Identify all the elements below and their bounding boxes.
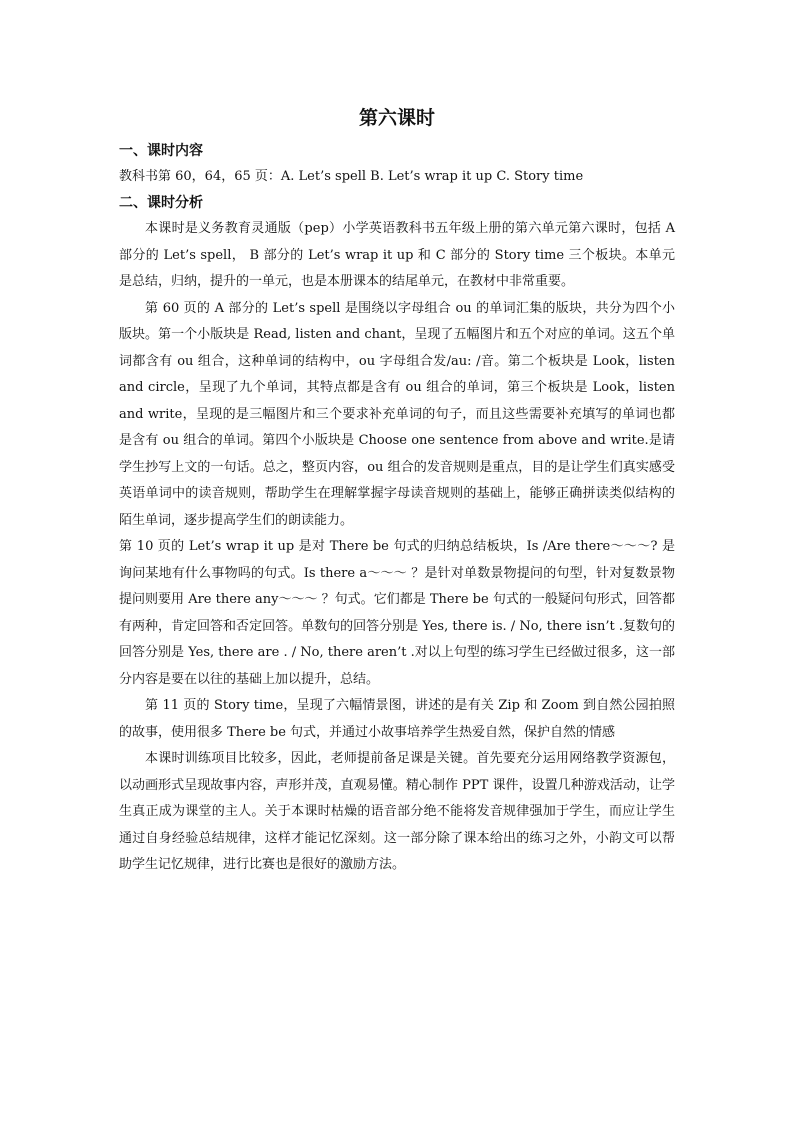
analysis-paragraph-story: 第 11 页的 Story time，呈现了六幅情景图，讲述的是有关 Zip 和 Zoom 到自然公园拍照的故事，使用很多 There be 句式，并通过小故事培养学生热爱自然，保护自然的情感	[119, 698, 675, 740]
analysis-paragraph-spell: 第 60 页的 A 部分的 Let’s spell 是围绕以字母组合 ou 的单词汇集的版块，共分为四个小版块。第一个小版块是 Read, listen and chant，呈现了五幅图片和五个对应的单词。这五个单词都含有 ou 组合，这种单词的结构中，ou 字母组合发/au: /音。第二个板块是 Look，listen and circle，呈现了九个单词，其特点都是含有 ou 组合的单词，第三个板块是 Look，listen and write，呈现的是三幅图片和三个要求补充单词的句子，而且这些需要补充填写的单词也都是含有 ou 组合的单词。第四个小版块是 Choose one sentence from above and write.是请学生抄写上文的一句话。总之，整页内容，ou 组合的发音规则是重点，目的是让学生们真实感受英语单词中的读音规则，帮助学生在理解掌握字母读音规则的基础上，能够正确拼读类似结构的陌生单词，逐步提高学生们的朗读能力。	[119, 300, 675, 528]
analysis-paragraph-wrap-up: 第 10 页的 Let’s wrap it up 是对 There be 句式的归纳总结板块，Is /Are there～～～? 是询问某地有什么事物吗的句式。Is there a～～～ ？是针对单数景物提问的句型，针对复数景物提问则要用 Are there any～～～ ？句式。它们都是 There be 句式的一般疑问句形式，回答都有两种，肯定回答和否定回答。单数句的回答分别是 Yes, there is. / No, there isn’t .复数句的回答分别是 Yes, there are . / No, there aren’t .对以上句型的练习学生已经做过很多，这一部分内容是要在以往的基础上加以提升，总结。	[119, 539, 675, 687]
content-paragraph: 教科书第 60，64，65 页：A. Let’s spell B. Let’s wrap it up C. Story time	[119, 169, 584, 184]
analysis-paragraph-teaching: 本课时训练项目比较多，因此，老师提前备足课是关键。首先要充分运用网络教学资源包，以动画形式呈现故事内容，声形并茂，直观易懂。精心制作 PPT 课件，设置几种游戏活动，让学生真正成为课堂的主人。关于本课时枯燥的语音部分绝不能将发音规律强加于学生，而应让学生通过自身经验总结规律，这样才能记忆深刻。这一部分除了课本给出的练习之外，小韵文可以帮助学生记忆规律，进行比赛也是很好的激励方法。	[119, 751, 675, 872]
section-heading-content: 一、课时内容	[119, 143, 203, 159]
document-page	[119, 104, 675, 879]
analysis-paragraph-overview: 本课时是义务教育灵通版（pep）小学英语教科书五年级上册的第六单元第六课时，包括 A 部分的 Let’s spell， B 部分的 Let’s wrap it up 和 C 部分的 Story time 三个板块。本单元是总结，归纳，提升的一单元，也是本册课本的结尾单元，在教材中非常重要。	[119, 221, 675, 289]
page-title: 第六课时	[358, 107, 435, 129]
section-heading-analysis: 二、课时分析	[119, 195, 203, 211]
